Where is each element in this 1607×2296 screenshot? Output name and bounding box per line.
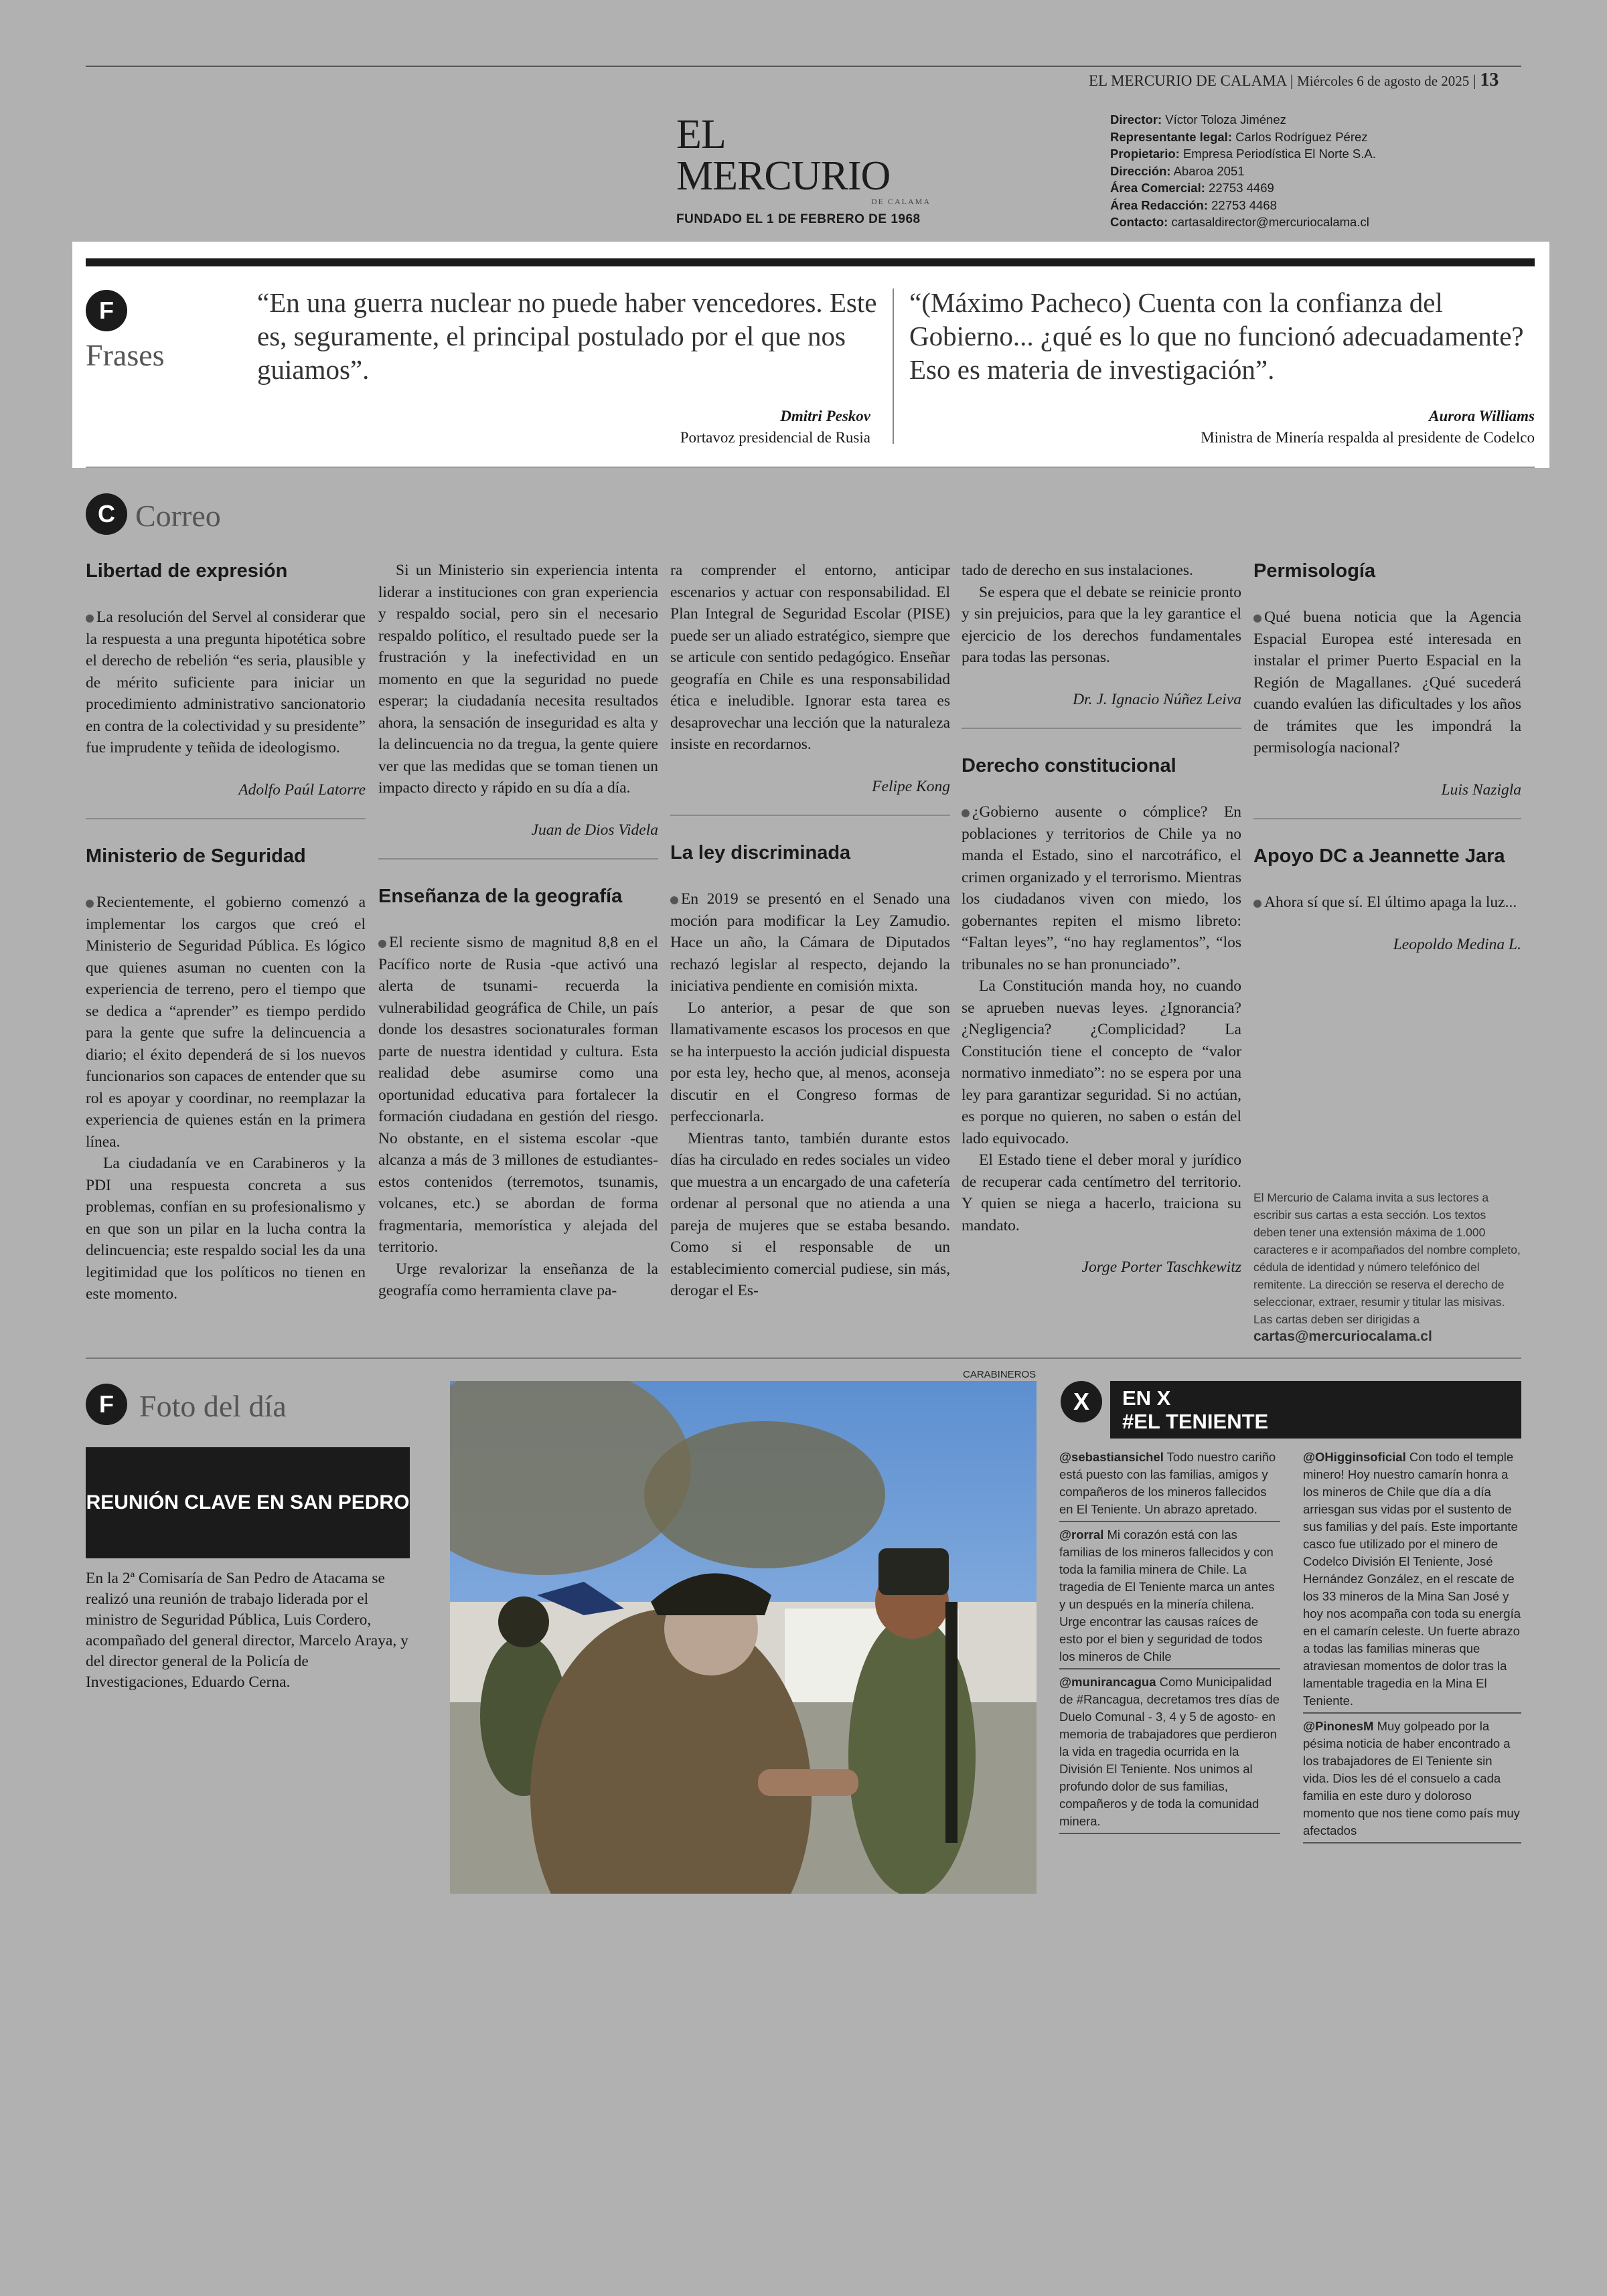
bullet-icon bbox=[1253, 900, 1261, 908]
foto-headline: REUNIÓN CLAVE EN SAN PEDRO bbox=[86, 1491, 410, 1513]
enx-header bbox=[1110, 1381, 1521, 1439]
quote-1-text: “En una guerra nuclear no puede haber vencedores. Este es, seguramente, el principal postulado por el que nos guiamos”. bbox=[257, 287, 877, 385]
staff-row bbox=[1110, 163, 1376, 180]
tweet-text: Todo nuestro cariño está puesto con las familias, amigos y compañeros de los mineros fallecidos en El Teniente. Un abrazo apretado. bbox=[1059, 1450, 1276, 1516]
staff-key: Propietario: bbox=[1110, 147, 1180, 161]
page-header bbox=[1089, 70, 1499, 91]
staff-value: Empresa Periodística El Norte S.A. bbox=[1182, 147, 1376, 161]
staff-value: Carlos Rodríguez Pérez bbox=[1235, 129, 1368, 144]
letter-body bbox=[670, 888, 950, 997]
letter-title: Libertad de expresión bbox=[86, 560, 288, 582]
staff-key: Director: bbox=[1110, 112, 1162, 127]
note-text: El Mercurio de Calama invita a sus lectores a escribir sus cartas a esta sección. Los textos deben tener una extensión máxima de 1.000 caracteres e ir acompañados del nombre completo, cédula de identidad y número telefónico del remitente. La dirección se reserva el derecho de seleccionar, extraer, resumir y titular las misivas. Las cartas deben ser dirigidas a bbox=[1253, 1191, 1521, 1326]
staff-value: cartasaldirector@mercuriocalama.cl bbox=[1171, 215, 1369, 229]
enx-title-2: #EL TENIENTE bbox=[1122, 1410, 1269, 1433]
letter-text: El reciente sismo de magnitud 8,8 en el Pacífico norte de Rusia -que activó una alerta de tsunami- recuerda la vulnerabilidad geográfica de Chile, un país donde los desastres socionaturales forman parte de nuestra identidad y cultura. Esta realidad debe asumirse como una oportunidad educativa para fortalecer la formación ciudadana en gestión del riesgo. No obstante, en el sistema escolar -que alcanza a más de 3 millones de estudiantes- estos contenidos (terremotos, tsunamis, volcanes, etc.) se abordan de forma fragmentaria, memorística y alejada del territorio. bbox=[378, 934, 658, 1256]
header-date: Miércoles 6 de agosto de 2025 bbox=[1297, 73, 1470, 89]
header-sep: | bbox=[1473, 72, 1480, 89]
tweet-handle[interactable]: @munirancagua bbox=[1059, 1675, 1156, 1689]
tweet-text: Muy golpeado por la pésima noticia de haber encontrado a los trabajadores de El Teniente sin vida. Dios les dé el consuelo a cada familia en este duro y doloroso momento que nos tiene como país muy afectados bbox=[1303, 1719, 1520, 1837]
bullet-icon bbox=[1253, 614, 1261, 623]
quote-2-role: Ministra de Minería respalda al presidente de Codelco bbox=[1201, 429, 1535, 446]
submission-note bbox=[1253, 1189, 1521, 1345]
tweet bbox=[1303, 1449, 1521, 1714]
letter-title: Permisología bbox=[1253, 560, 1376, 582]
letter-text: En 2019 se presentó en el Senado una moción para modificar la Ley Zamudio. Hace un año, la Cámara de Diputados rechazó legislar al respecto, dejando la iniciativa pendiente en comisión mixta. bbox=[670, 890, 950, 995]
enx-title-1: EN X bbox=[1122, 1386, 1171, 1410]
note-email[interactable]: cartas@mercuriocalama.cl bbox=[1253, 1329, 1432, 1344]
letter-body: Se espera que el debate se reinicie pronto y sin prejuicios, para que la ley garantice el ejercicio de los derechos fundamentales para todas las personas. bbox=[962, 583, 1241, 666]
frases-title: Frases bbox=[86, 338, 165, 372]
tweet-handle[interactable]: @OHigginsoficial bbox=[1303, 1450, 1406, 1464]
bullet-icon bbox=[86, 900, 94, 908]
staff-key: Área Redacción: bbox=[1110, 197, 1208, 212]
letter-body: La ciudadanía ve en Carabineros y la PDI una respuesta concreta a sus problemas, confían en su profesionalismo y en que son un pilar en la lucha contra la delincuencia; este respaldo social les da una legitimidad que los políticos no tienen en este momento. bbox=[86, 1155, 366, 1303]
letter-separator bbox=[86, 818, 366, 819]
letter-title: Derecho constitucional bbox=[962, 755, 1176, 776]
quote-2-text: “(Máximo Pacheco) Cuenta con la confianza del Gobierno... ¿qué es lo que no funcionó adecuadamente? Eso es materia de investigación”. bbox=[909, 287, 1524, 385]
staff-row bbox=[1110, 214, 1376, 231]
letter-body: El Estado tiene el deber moral y jurídico de recuperar cada centímetro del territorio. Y quien se niega a hacerlo, traiciona su mandato. bbox=[962, 1151, 1241, 1234]
tweets-right bbox=[1303, 1449, 1521, 1848]
tweet-text: Mi corazón está con las familias de los mineros fallecidos y con toda la familia minera de Chile. La tragedia de El Teniente marca un antes y un después en la minería chilena. Urge encontrar las causas raíces de esto por el bien y seguridad de todos los mineros de Chile bbox=[1059, 1528, 1275, 1663]
letter-body bbox=[378, 932, 658, 1258]
staff-row bbox=[1110, 145, 1376, 163]
letter-separator bbox=[962, 728, 1241, 729]
frases-icon: F bbox=[86, 290, 127, 331]
staff-key: Representante legal: bbox=[1110, 129, 1232, 144]
header-paper: EL MERCURIO DE CALAMA bbox=[1089, 72, 1286, 89]
bullet-icon bbox=[378, 940, 386, 948]
tweet bbox=[1059, 1526, 1280, 1669]
tweet-handle[interactable]: @PinonesM bbox=[1303, 1719, 1374, 1733]
correo-column-3 bbox=[670, 560, 950, 1302]
section-rule bbox=[86, 1358, 1521, 1359]
letter-signature: Juan de Dios Videla bbox=[531, 821, 658, 839]
staff-row bbox=[1110, 179, 1376, 197]
letter-text: Ahora sí que sí. El último apaga la luz... bbox=[1264, 894, 1517, 911]
staff-box bbox=[1110, 111, 1376, 231]
tweet-handle[interactable]: @rorral bbox=[1059, 1528, 1104, 1542]
letter-signature: Felipe Kong bbox=[872, 777, 950, 795]
staff-key: Contacto: bbox=[1110, 215, 1168, 229]
letter-signature: Jorge Porter Taschkewitz bbox=[1081, 1258, 1241, 1276]
correo-title: Correo bbox=[135, 499, 221, 533]
letter-body: La Constitución manda hoy, no cuando se aprueben nuevas leyes. ¿Ignorancia? ¿Negligencia? ¿Complicidad? La Constitución tiene el concepto de “valor normativo inmediato”: no se espera por una ley para garantizar seguridad. Si no actúan, es porque no quieren, no saben o están del lado equivocado. bbox=[962, 977, 1241, 1147]
letter-signature: Dr. J. Ignacio Núñez Leiva bbox=[1073, 690, 1241, 708]
tweet-handle[interactable]: @sebastiansichel bbox=[1059, 1450, 1164, 1464]
letter-title: La ley discriminada bbox=[670, 842, 851, 864]
letter-body: Lo anterior, a pesar de que son llamativamente escasos los procesos en que se ha interpuesto la acción judicial dispuesta por esta ley, hecho que, al menos, aconseja discutir en el Congreso formas de perfeccionarla. bbox=[670, 999, 950, 1125]
foto-headline-box bbox=[86, 1447, 410, 1558]
letter-body: tado de derecho en sus instalaciones. bbox=[962, 562, 1193, 579]
staff-row bbox=[1110, 197, 1376, 214]
letter-separator bbox=[670, 815, 950, 816]
foto-icon: F bbox=[86, 1384, 127, 1425]
letter-title: Enseñanza de la geografía bbox=[378, 886, 623, 907]
quote-1-author: Dmitri Peskov bbox=[780, 408, 870, 424]
tweet bbox=[1059, 1673, 1280, 1834]
bullet-icon bbox=[962, 809, 970, 817]
letter-body: Si un Ministerio sin experiencia intenta liderar a instituciones con gran experiencia y respaldo social, pero sin el necesario respaldo político, el resultado puede ser la frustración y la inefectividad en un momento en que la seguridad no puede esperar; la ciudadanía necesita resultados ahora, la sensación de inseguridad es alta y la delincuencia no da tregua, la gente quiere ver que las medidas que se toman tienen un impacto directo y rápido en su día a día. bbox=[378, 562, 658, 797]
letter-signature: Leopoldo Medina L. bbox=[1393, 935, 1521, 953]
masthead bbox=[676, 114, 931, 227]
photo-credit: CARABINEROS bbox=[963, 1369, 1037, 1380]
correo-column-5 bbox=[1253, 560, 1521, 955]
letter-body bbox=[86, 606, 366, 759]
letter-separator bbox=[378, 858, 658, 859]
staff-value: 22753 4468 bbox=[1211, 197, 1277, 212]
tweet bbox=[1059, 1449, 1280, 1522]
correo-column-1 bbox=[86, 560, 366, 1305]
foto-title: Foto del día bbox=[139, 1389, 287, 1423]
letter-signature: Adolfo Paúl Latorre bbox=[238, 781, 366, 799]
quote-divider bbox=[893, 289, 894, 444]
letter-body bbox=[86, 892, 366, 1153]
header-sep: | bbox=[1290, 72, 1298, 89]
masthead-logo: EL MERCURIO bbox=[676, 112, 891, 199]
letter-text: Recientemente, el gobierno comenzó a implementar los cargos que creó el Ministerio de Seguridad Pública. Es lógico que quienes asuman no cuenten con la experiencia de terreno, pero el tiempo que se dedica a “aprender” es tiempo perdido para la gente que sufre la delincuencia a diario; el éxito dependerá de si los nuevos funcionarios son capaces de entender que su rol es apoyar y coordinar, no reemplazar la experiencia de quienes están en la primera línea. bbox=[86, 894, 366, 1151]
frases-bottom-rule bbox=[86, 467, 1535, 468]
staff-row bbox=[1110, 111, 1376, 129]
foto-caption: En la 2ª Comisaría de San Pedro de Atacama se realizó una reunión de trabajo liderada por el ministro de Seguridad Pública, Luis Cordero, acompañado del general director, Marcelo Araya, y del director general de la Policía de Investigaciones, Eduardo Cerna. bbox=[86, 1570, 408, 1691]
photo-illustration bbox=[450, 1381, 1037, 1894]
quote-1-role: Portavoz presidencial de Rusia bbox=[680, 429, 870, 446]
letter-separator bbox=[1253, 818, 1521, 819]
bullet-icon bbox=[670, 896, 678, 904]
masthead-sub: DE CALAMA bbox=[871, 197, 931, 206]
frases-section bbox=[72, 242, 1549, 468]
letter-title: Apoyo DC a Jeannette Jara bbox=[1253, 845, 1505, 867]
frases-top-rule bbox=[86, 258, 1535, 266]
staff-key: Área Comercial: bbox=[1110, 181, 1205, 195]
tweet-text: Con todo el temple minero! Hoy nuestro camarín honra a los mineros de Chile que día a día arriesgan sus vidas por el sustento de sus familias y del país. Este importante casco fue utilizado por el minero de Codelco División El Teniente, José Hernández González, en el rescate de los 33 mineros de la Mina San José y hoy nos acompaña con toda su energía en el camarín celeste. Un fuerte abrazo a todas las familias mineras que atraviesan momentos de dolor tras la lamentable tragedia en la Mina El Teniente. bbox=[1303, 1450, 1521, 1708]
staff-value: Abaroa 2051 bbox=[1173, 163, 1245, 178]
tweet-text: Como Municipalidad de #Rancagua, decretamos tres días de Duelo Comunal - 3, 4 y 5 de agosto- en memoria de trabajadores que perdieron la vida en tragedia ocurrida en la División El Teniente. Nos unimos al profundo dolor de sus familias, compañeros y de toda la comunidad minera. bbox=[1059, 1675, 1280, 1828]
letter-title: Ministerio de Seguridad bbox=[86, 845, 306, 867]
staff-row bbox=[1110, 129, 1376, 146]
letter-body: Mientras tanto, también durante estos días ha circulado en redes sociales un video que muestra a un encargado de una cafetería ordenar al personal que no atienda a una pareja de mujeres que se estaba besando. Como si el responsable de un establecimiento comercial pudiese, sin más, derogar el Es- bbox=[670, 1129, 950, 1299]
bullet-icon bbox=[86, 614, 94, 623]
staff-key: Dirección: bbox=[1110, 163, 1171, 178]
quote-2-author: Aurora Williams bbox=[1429, 408, 1535, 424]
tweets-left bbox=[1059, 1449, 1280, 1838]
letter-text: La resolución del Servel al considerar que la respuesta a una pregunta hipotética sobre el derecho de rebelión “es seria, plausible y de mérito suficiente para iniciar un procedimiento administrativo sancionatorio en contra de la colectividad y su presidente” fue imprudente y teñida de ideologismo. bbox=[86, 608, 366, 756]
letter-body: ra comprender el entorno, anticipar escenarios y actuar con responsabilidad. El Plan Integral de Seguridad Escolar (PISE) puede ser un aliado estratégico, siempre que se articule con sentido pedagógico. Enseñar geografía en Chile es una responsabilidad ética e ineludible. Ignorar esta tarea es desaprovechar una lección que la naturaleza insiste en recordarnos. bbox=[670, 562, 950, 753]
letter-text: ¿Gobierno ausente o cómplice? En poblaciones y territorios de Chile ya no manda el Estado, sino el narcotráfico, el crimen organizado y el terrorismo. Mientras los ciudadanos viven con miedo, los gobernantes repiten el mismo libreto: “Faltan leyes”, “no hay reglamentos”, “los tribunales no se han pronunciado”. bbox=[962, 803, 1241, 973]
letter-body: Urge revalorizar la enseñanza de la geografía como herramienta clave pa- bbox=[378, 1260, 658, 1299]
x-icon: X bbox=[1061, 1381, 1102, 1422]
correo-column-2 bbox=[378, 560, 658, 1302]
page-number: 13 bbox=[1480, 70, 1499, 90]
masthead-founded: FUNDADO EL 1 DE FEBRERO DE 1968 bbox=[676, 212, 921, 226]
correo-column-4 bbox=[962, 560, 1241, 1279]
letter-body bbox=[962, 801, 1241, 975]
tweet bbox=[1303, 1718, 1521, 1843]
letter-body bbox=[1253, 606, 1521, 759]
staff-value: Víctor Toloza Jiménez bbox=[1165, 112, 1286, 127]
letter-signature: Luis Nazigla bbox=[1441, 781, 1521, 799]
photo-of-day bbox=[450, 1381, 1037, 1894]
staff-value: 22753 4469 bbox=[1209, 181, 1274, 195]
correo-icon: C bbox=[86, 493, 127, 535]
letter-body bbox=[1253, 892, 1521, 914]
letter-text: Qué buena noticia que la Agencia Espacial Europea esté interesada en instalar el primer Puerto Espacial en la Región de Magallanes. ¿Qué sucederá cuando evalúen las dificultades y los años de trámites que les impondrá la permisología nacional? bbox=[1253, 608, 1521, 756]
